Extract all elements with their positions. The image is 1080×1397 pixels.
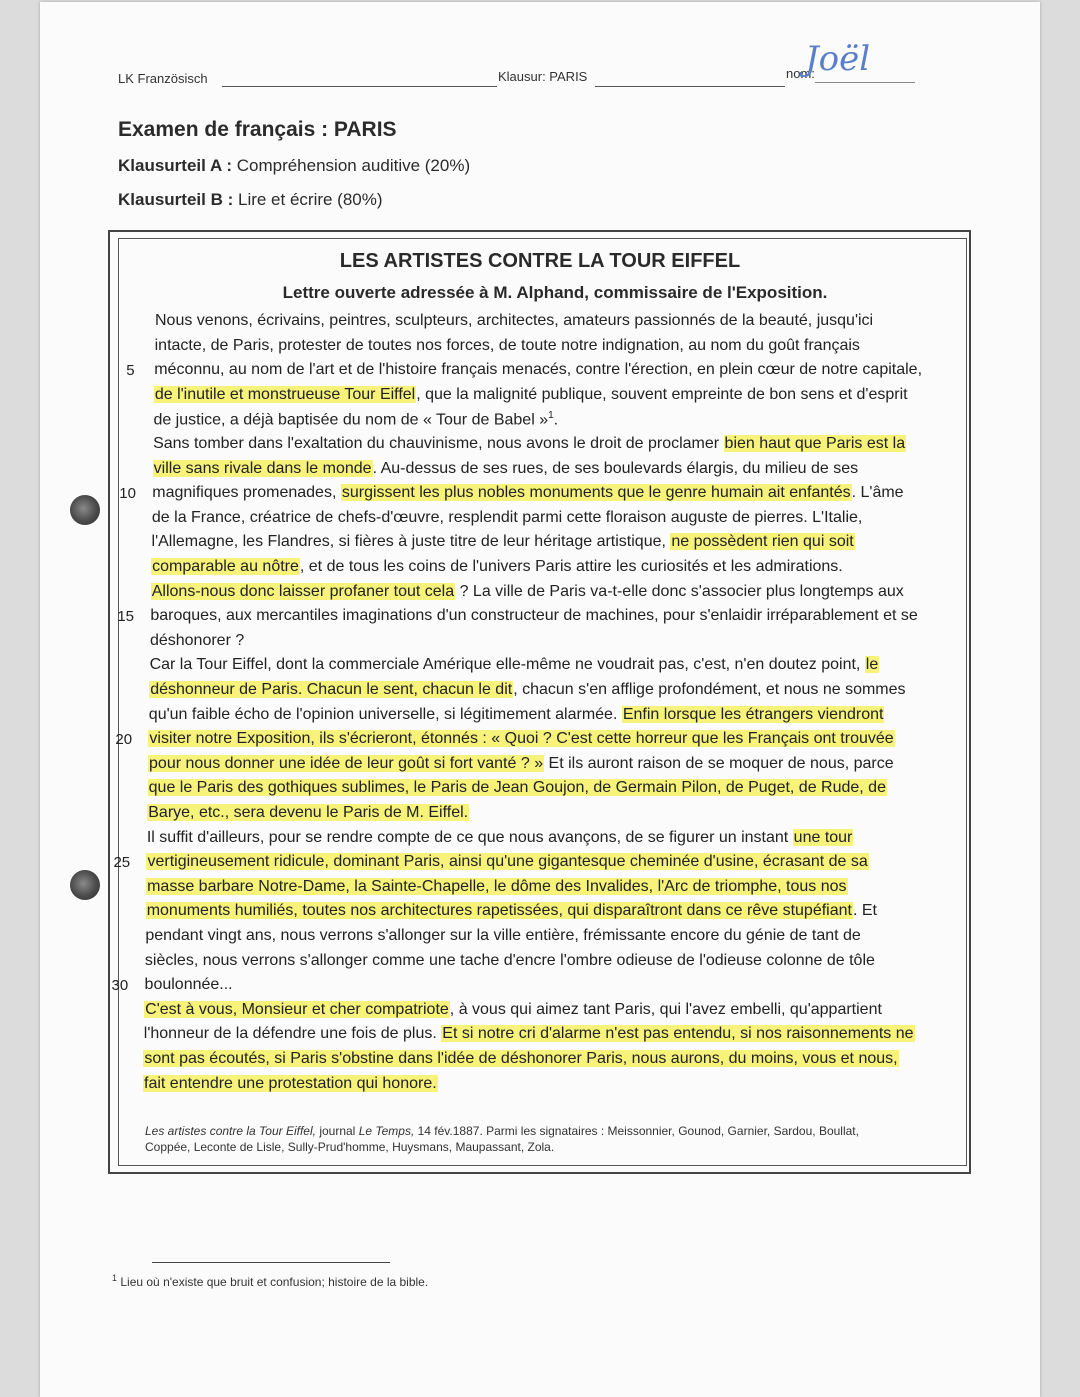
text-line — [148, 779, 887, 797]
handwritten-name: Joël — [805, 39, 871, 79]
text-run: baroques, aux mercantiles imaginations d'un constructeur de machines, pour s'enlaidir irréparablement et se — [150, 607, 918, 625]
text-line — [149, 681, 905, 699]
line-number: 10 — [119, 485, 136, 503]
text-line — [143, 1075, 438, 1093]
course-label: LK Französisch — [118, 71, 208, 86]
highlighted-text: que le Paris des gothiques sublimes, le Paris de Jean Goujon, de Germain Pilon, de Puget, de Rude, de — [148, 779, 886, 797]
text-run: , et de tous les coins de l'univers Paris attire les curiosités et les admirations. — [299, 558, 843, 575]
text-line — [147, 829, 854, 847]
text-line — [145, 952, 875, 970]
highlighted-text: Enfin lorsque les étrangers viendront — [622, 705, 884, 723]
text-line — [153, 435, 906, 453]
text-line — [155, 337, 860, 355]
text-run: Car la Tour Eiffel, dont la commerciale Amérique elle-même ne voudrait pas, c'est, n'en doutez point, — [149, 656, 865, 674]
text-run: méconnu, au nom de l'art et de l'histoire français menacés, contre l'érection, en plein cœur de notre capitale, — [154, 361, 923, 379]
text-line — [150, 656, 880, 674]
exam-label: Klausur: PARIS — [498, 69, 588, 84]
line-number: 30 — [111, 977, 129, 995]
text-run: Et ils auront raison de se moquer de nous, parce — [544, 754, 894, 772]
text-run: . Au-dessus de ses rues, de ses boulevards élargis, du milieu de ses — [372, 459, 859, 477]
line-number: 25 — [113, 854, 131, 872]
highlighted-text: fait entendre une protestation qui honore. — [144, 1074, 437, 1092]
footnote-text: Lieu où n'existe que bruit et confusion; histoire de la bible. — [120, 1275, 429, 1289]
highlighted-text: ne possèdent rien qui soit — [671, 533, 854, 551]
highlighted-text: sont pas écoutés, si Paris s'obstine dans l'idée de déshonorer Paris, nous aurons, du moins, vous et nous, — [144, 1050, 898, 1067]
text-line — [145, 976, 233, 994]
text-line — [151, 583, 904, 601]
text-line — [154, 386, 908, 404]
text-line — [146, 878, 847, 896]
text-run: . L'âme — [851, 484, 904, 502]
part-a-label: Klausurteil A : — [118, 156, 232, 175]
text-run: magnifiques promenades, — [152, 484, 341, 502]
text-line — [150, 632, 244, 650]
source-newspaper: Le Temps, — [358, 1124, 415, 1138]
text-run: siècles, nous verrons s'allonger comme une tache d'encre l'ombre odieuse de l'odieuse colonne de tôle — [144, 951, 875, 969]
text-line — [153, 410, 558, 429]
text-run: , que la malignité publique, souvent empreinte de bon sens et d'esprit — [416, 385, 908, 403]
text-line — [146, 853, 868, 871]
text-run: l'Allemagne, les Flandres, si fières à juste titre de leur héritage artistique, — [151, 533, 671, 551]
text-run: , à vous qui aimez tant Paris, qui l'avez embelli, qu'appartient — [449, 1000, 882, 1018]
exam-title: Examen de français : PARIS — [118, 118, 397, 141]
highlighted-text: le — [865, 656, 879, 674]
text-line — [145, 927, 860, 945]
highlighted-text: masse barbare Notre-Dame, la Sainte-Chapelle, le dôme des Invalides, l'Arc de triomphe, tous nos — [147, 877, 847, 895]
footnote-marker: 1 — [112, 1273, 118, 1283]
text-run: l'honneur de la défendre une fois de plus. — [143, 1025, 442, 1043]
highlighted-text: une tour — [793, 828, 853, 846]
highlighted-text: monuments humiliés, toutes nos architectures rapetissées, qui disparaîtront dans ce rêve stupéfiant — [146, 902, 852, 920]
text-run: déshonorer ? — [149, 631, 245, 649]
highlighted-text: vertigineusement ridicule, dominant Paris, ainsi qu'une gigantesque cheminée d'usine, écrasant de sa — [147, 853, 868, 871]
part-b-label: Klausurteil B : — [118, 190, 234, 209]
part-b-text: Lire et écrire (80%) — [237, 190, 383, 209]
text-title: LES ARTISTES CONTRE LA TOUR EIFFEL — [339, 250, 741, 272]
text-line — [147, 804, 469, 822]
text-run: . — [553, 411, 559, 429]
text-run: . Et — [852, 902, 877, 920]
highlighted-text: bien haut que Paris est la — [724, 435, 906, 452]
part-b — [118, 190, 383, 210]
text-line — [148, 755, 894, 773]
highlighted-text: Barye, etc., sera devenu le Paris de M. Eiffel. — [148, 804, 469, 821]
text-line — [154, 361, 922, 379]
highlighted-text: surgissent les plus nobles monuments que le genre humain ait enfantés — [341, 484, 851, 502]
text-line — [152, 484, 903, 502]
text-line — [149, 706, 885, 724]
source-title: Les artistes contre la Tour Eiffel, — [145, 1124, 316, 1138]
text-line — [143, 1050, 898, 1068]
highlighted-text: de l'inutile et monstrueuse Tour Eiffel — [154, 385, 416, 403]
text-line — [152, 509, 862, 527]
footnote-rule — [152, 1262, 390, 1263]
text-run: de la France, créatrice de chefs-d'œuvre, resplendit parmi cette floraison auguste de pierres. L'Italie, — [151, 508, 863, 526]
source-details: 14 fév.1887. Parmi les signataires : Meissonnier, Gounod, Garnier, Sardou, Boullat, — [414, 1124, 859, 1138]
line-number: 5 — [126, 362, 135, 380]
text-run: Il suffit d'ailleurs, pour se rendre compte de ce que nous avançons, de se figurer un instant — [146, 828, 793, 846]
text-line — [151, 558, 843, 576]
footnote-ref: 1 — [548, 410, 554, 422]
text-run: intacte, de Paris, protester de toutes nos forces, de toute notre indignation, au nom du goût français — [154, 336, 860, 354]
name-label: nom: — [786, 66, 815, 81]
text-run: de justice, a déjà baptisée du nom de « Tour de Babel » — [153, 411, 549, 429]
source-line-2: Coppée, Leconte de Lisle, Sully-Prud'homme, Huysmans, Maupassant, Zola. — [145, 1140, 555, 1154]
highlighted-text: déshonneur de Paris. Chacun le sent, chacun le dit — [150, 681, 513, 698]
text-line — [144, 1025, 915, 1043]
highlighted-text: pour nous donner une idée de leur goût si fort vanté ? » — [149, 754, 544, 772]
text-run: ? La ville de Paris va-t-elle donc s'associer plus longtemps aux — [455, 582, 904, 600]
part-a — [118, 156, 470, 176]
text-line — [153, 460, 858, 478]
highlighted-text: Et si notre cri d'alarme n'est pas entendu, si nos raisonnements ne — [442, 1025, 914, 1043]
text-run: Sans tomber dans l'exaltation du chauvinisme, nous avons le droit de proclamer — [153, 435, 724, 452]
text-subtitle: Lettre ouverte adressée à M. Alphand, commissaire de l'Exposition. — [282, 283, 828, 302]
text-run: qu'un faible écho de l'opinion universelle, si légitimement alarmée. — [148, 705, 622, 723]
highlighted-text: Allons-nous donc laisser profaner tout cela — [151, 582, 455, 600]
text-line — [152, 533, 855, 551]
line-number: 15 — [117, 608, 135, 626]
punch-hole-top — [70, 495, 100, 525]
text-line — [155, 312, 873, 330]
highlighted-text: ville sans rivale dans le monde — [153, 459, 372, 477]
text-run: Nous venons, écrivains, peintres, sculpteurs, architectes, amateurs passionnés de la beauté, jusqu'ici — [155, 312, 874, 329]
source-journal-label: journal — [315, 1124, 359, 1138]
footnote — [112, 1273, 428, 1289]
text-run: boulonnée... — [144, 976, 233, 994]
text-run: , chacun s'en afflige profondément, et nous ne sommes — [513, 681, 906, 698]
text-line — [150, 607, 917, 625]
highlighted-text: C'est à vous, Monsieur et cher compatriote — [145, 1000, 449, 1018]
line-number: 20 — [115, 731, 133, 749]
punch-hole-bottom — [70, 870, 100, 900]
text-line — [146, 902, 877, 920]
text-line — [148, 730, 894, 748]
header-rule-mid — [595, 86, 785, 87]
source-line-1 — [145, 1124, 859, 1138]
part-a-text: Compréhension auditive (20%) — [236, 156, 471, 175]
text-run: pendant vingt ans, nous verrons s'allonger sur la ville entière, frémissante encore du génie de tant de — [145, 927, 861, 944]
highlighted-text: visiter notre Exposition, ils s'écrieront, étonnés : « Quoi ? C'est cette horreur que les Français ont trouvée — [149, 730, 894, 748]
header-rule-left — [222, 86, 497, 87]
text-line — [144, 1001, 882, 1019]
highlighted-text: comparable au nôtre — [152, 558, 299, 575]
